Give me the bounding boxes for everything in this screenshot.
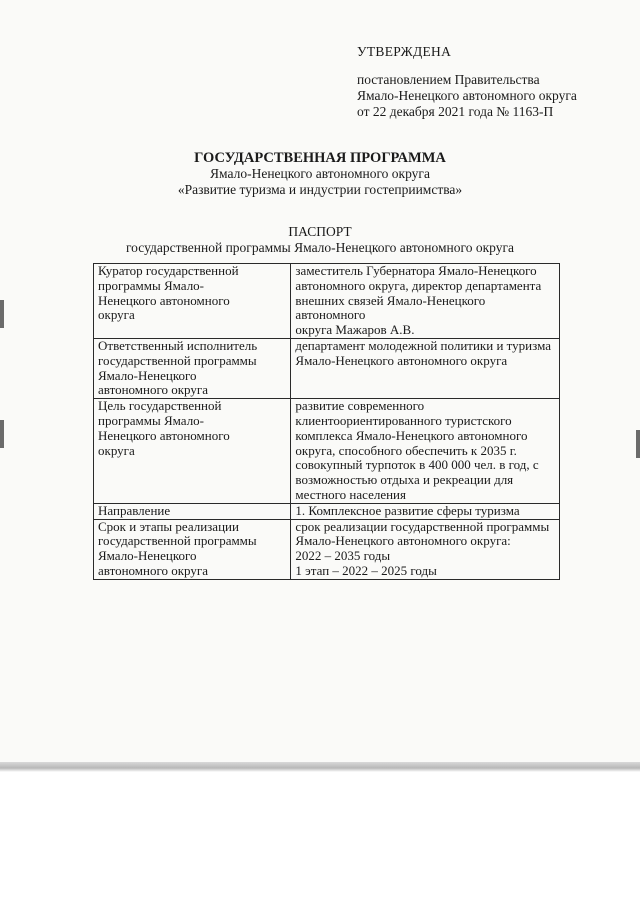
row-value: 1. Комплексное развитие сферы туризма [295,502,520,518]
row-key: Цель государственной программы Ямало- Ненецкого автономного округа [98,398,230,458]
row-value-cell [291,503,560,519]
page-bottom-edge [0,762,640,772]
row-key: Направление [98,502,171,518]
scan-edge-mark [636,430,640,458]
row-value: развитие современного клиентоориентированного туристского комплекса Ямало-Ненецкого автономного округа, способного обеспечить к 2035 г. совокупный турпоток в 400 000 чел. в год, с возможностью отдыха и рекреации для местного населения [295,398,539,502]
row-key: Куратор государственной программы Ямало- Ненецкого автономного округа [98,263,239,323]
row-key: Ответственный исполнитель государственной программы Ямало-Ненецкого автономного округа [98,337,258,398]
row-key-cell [94,503,291,519]
scan-edge-mark [0,420,4,448]
table-row [94,338,560,398]
table-row [94,399,560,504]
program-title-block [0,150,640,198]
approval-line: Ямало-Ненецкого автономного округа [357,88,577,103]
approval-line: постановлением Правительства [357,72,540,87]
passport-table [93,263,560,580]
row-value-cell [291,338,560,398]
row-value: срок реализации государственной программы Ямало-Ненецкого автономного округа: 2022 – 2035 годы 1 этап – 2022 – 2025 годы [295,518,550,578]
passport-heading-block [0,224,640,256]
row-value: заместитель Губернатора Ямало-Ненецкого автономного округа, директор департамента внешних связей Ямало-Ненецкого автономного округа Мажаров А.В. [295,263,542,338]
row-value-cell [291,519,560,579]
row-value: департамент молодежной политики и туризма Ямало-Ненецкого автономного округа [295,337,551,368]
row-key-cell [94,519,291,579]
row-value-cell [291,399,560,504]
row-key-cell [94,264,291,339]
scan-edge-mark [0,300,4,328]
table-row [94,503,560,519]
passport-heading: ПАСПОРТ [288,224,352,239]
row-key: Срок и этапы реализации государственной программы Ямало-Ненецкого автономного округа [98,518,257,578]
row-value-cell [291,264,560,339]
approval-line: от 22 декабря 2021 года № 1163-П [357,104,554,119]
program-title: ГОСУДАРСТВЕННАЯ ПРОГРАММА [194,150,446,166]
approval-label: УТВЕРЖДЕНА [357,44,452,59]
program-region: Ямало-Ненецкого автономного округа [210,166,430,181]
row-key-cell [94,399,291,504]
row-key-cell [94,338,291,398]
approval-block [357,44,577,120]
table-row [94,264,560,339]
program-name: «Развитие туризма и индустрии гостеприимства» [177,182,463,197]
table-row [94,519,560,579]
passport-subheading: государственной программы Ямало-Ненецкого автономного округа [125,240,515,255]
